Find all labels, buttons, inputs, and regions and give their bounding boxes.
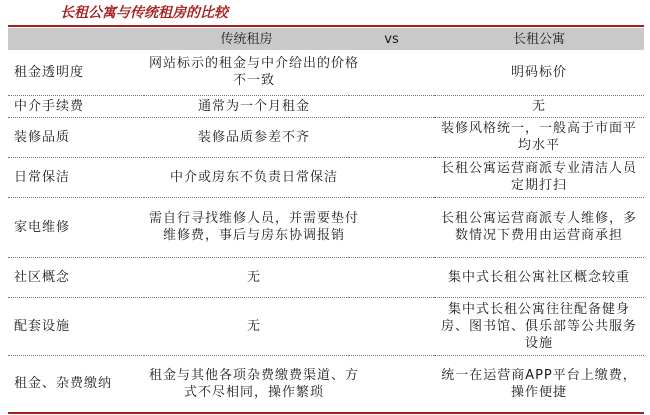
traditional-cell: 租金与其他各项杂费缴费渠道、方式不尽相同，操作繁琐 bbox=[144, 355, 434, 413]
longterm-cell: 长租公寓运营商派专业清洁人员定期打扫 bbox=[434, 157, 644, 197]
table-header-row bbox=[8, 28, 644, 50]
traditional-cell: 通常为一个月租金 bbox=[144, 95, 434, 117]
longterm-cell: 集中式长租公寓往往配备健身房、图书馆、俱乐部等公共服务设施 bbox=[434, 297, 644, 355]
traditional-cell: 装修品质参差不齐 bbox=[144, 117, 434, 157]
longterm-cell: 统一在运营商APP平台上缴费，操作便捷 bbox=[434, 355, 644, 413]
traditional-cell: 需自行寻找维修人员，并需要垫付维修费，事后与房东协调报销 bbox=[144, 197, 434, 257]
table-row bbox=[8, 257, 644, 297]
traditional-cell: 无 bbox=[144, 257, 434, 297]
page-title: 长租公寓与传统租房的比较 bbox=[60, 5, 228, 21]
table-row bbox=[8, 355, 644, 413]
longterm-cell: 集中式长租公寓社区概念较重 bbox=[434, 257, 644, 297]
header-empty bbox=[8, 28, 144, 50]
table-row bbox=[8, 297, 644, 355]
comparison-table bbox=[8, 28, 644, 414]
header-longterm: 长租公寓 bbox=[512, 31, 565, 47]
traditional-cell: 网站标示的租金与中介给出的价格不一致 bbox=[144, 50, 434, 95]
row-label: 租金透明度 bbox=[8, 50, 144, 95]
row-label: 装修品质 bbox=[8, 117, 144, 157]
header-traditional: 传统租房 bbox=[220, 31, 273, 47]
title-divider bbox=[8, 25, 644, 27]
row-label: 日常保洁 bbox=[8, 157, 144, 197]
row-label: 租金、杂费缴纳 bbox=[8, 355, 144, 413]
row-label: 中介手续费 bbox=[8, 95, 144, 117]
table-row bbox=[8, 197, 644, 257]
longterm-cell: 装修风格统一，一般高于市面平均水平 bbox=[434, 117, 644, 157]
table-row bbox=[8, 95, 644, 117]
table-row bbox=[8, 50, 644, 95]
longterm-cell: 长租公寓运营商派专人维修，多数情况下费用由运营商承担 bbox=[434, 197, 644, 257]
traditional-cell: 中介或房东不负责日常保洁 bbox=[144, 157, 434, 197]
table-row bbox=[8, 117, 644, 157]
row-label: 配套设施 bbox=[8, 297, 144, 355]
row-label: 社区概念 bbox=[8, 257, 144, 297]
traditional-cell: 无 bbox=[144, 297, 434, 355]
longterm-cell: 明码标价 bbox=[434, 50, 644, 95]
longterm-cell: 无 bbox=[434, 95, 644, 117]
table-row bbox=[8, 157, 644, 197]
header-vs: vs bbox=[384, 31, 399, 47]
row-label: 家电维修 bbox=[8, 197, 144, 257]
